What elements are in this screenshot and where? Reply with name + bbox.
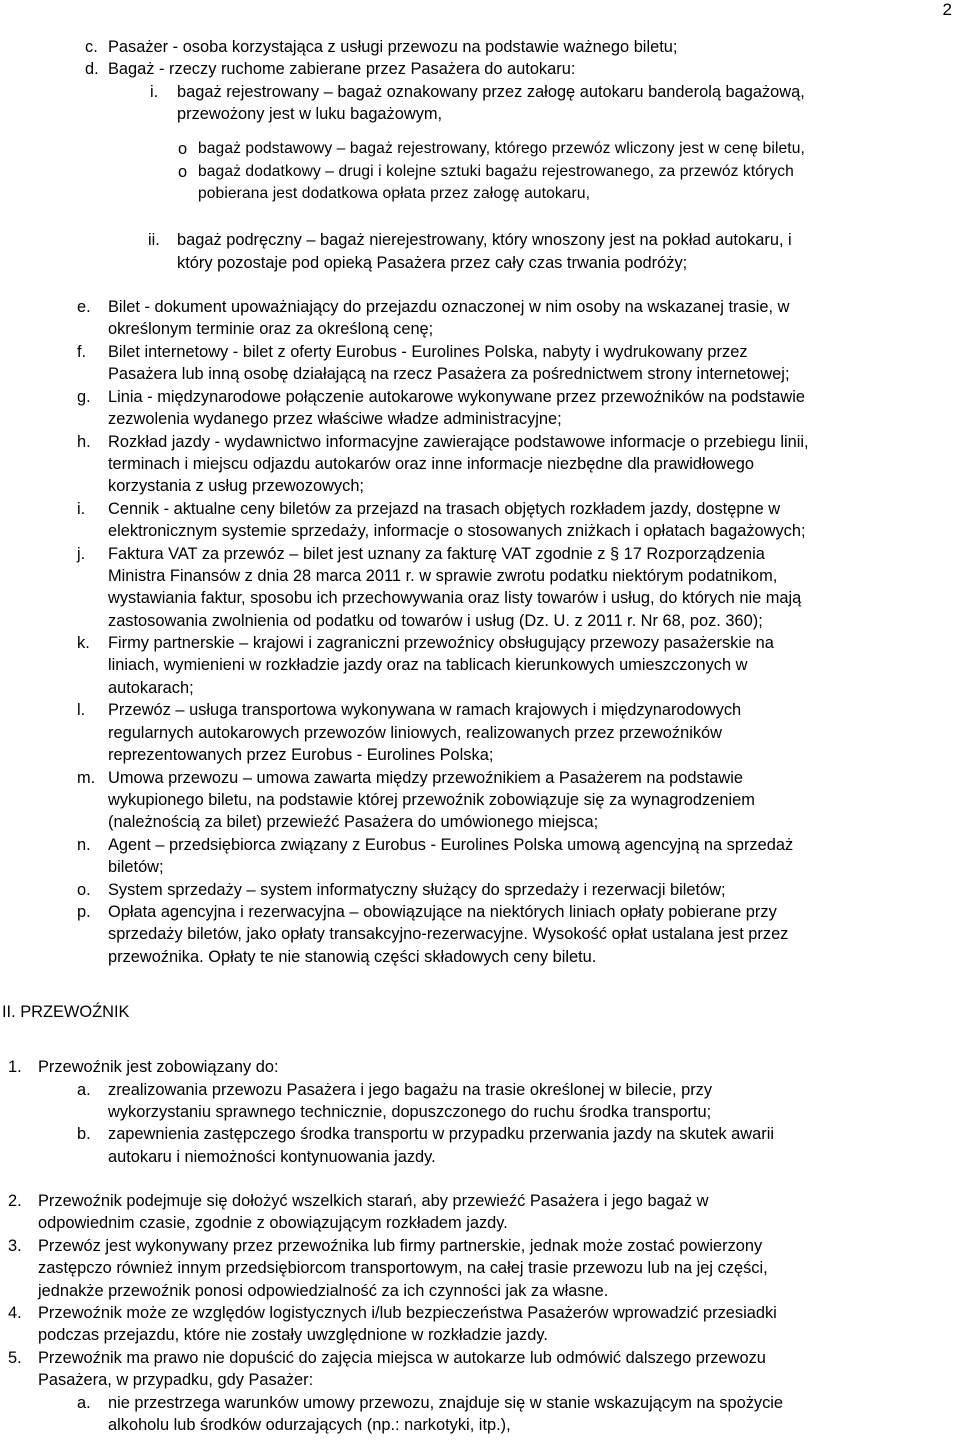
- definition-item-line: Bilet - dokument upoważniający do przejazdu oznaczonej w nim osoby na wskazanej trasie, w: [108, 298, 790, 317]
- definition-item-line: System sprzedaży – system informatyczny służący do sprzedaży i rezerwacji biletów;: [108, 880, 726, 899]
- definition-item-line: Pasażer - osoba korzystająca z usługi przewozu na podstawie ważnego biletu;: [108, 38, 678, 56]
- numbered-point-line: odpowiednim czasie, zgodnie z obowiązującym rozkładem jazdy.: [38, 1214, 508, 1233]
- definition-item-line: Ministra Finansów z dnia 28 marca 2011 r. w sprawie zwrotu podatku niektórym podatnikom,: [108, 566, 778, 585]
- definition-item-line: wykupionego biletu, na podstawie której przewoźnik zobowiązuje się za wynagrodzeniem: [108, 790, 755, 809]
- numbered-point-marker: 3.: [8, 1236, 22, 1255]
- baggage-subitem-line: bagaż podstawowy – bagaż rejestrowany, którego przewóz wliczony jest w cenę biletu,: [198, 140, 805, 158]
- definition-item-marker: f.: [77, 342, 87, 361]
- baggage-item-registered-line: przewożony jest w luku bagażowym,: [177, 105, 443, 124]
- baggage-item-hand-line: bagaż podręczny – bagaż nierejestrowany, który wnoszony jest na pokład autokaru, i: [177, 231, 792, 250]
- definition-item-marker: o.: [77, 880, 91, 899]
- definition-item-marker: m.: [77, 768, 96, 787]
- numbered-subpoint-line: autokaru i niemożności kontynuowania jazdy.: [108, 1147, 436, 1166]
- section-heading: II. PRZEWOŹNIK: [2, 1003, 130, 1022]
- definition-item-line: (należnością za bilet) przewieźć Pasażera do umówionego miejsca;: [108, 813, 599, 832]
- numbered-point-line: jednakże przewoźnik ponosi odpowiedzialność za ich czynności jak za własne.: [38, 1281, 609, 1300]
- definition-item-line: Bagaż - rzeczy ruchome zabierane przez Pasażera do autokaru:: [108, 60, 576, 79]
- numbered-subpoint-line: zrealizowania przewozu Pasażera i jego bagażu na trasie określonej w bilecie, przy: [108, 1080, 713, 1099]
- numbered-subpoint-line: zapewnienia zastępczego środka transportu w przypadku przerwania jazdy na skutek awarii: [108, 1125, 774, 1144]
- definition-item-line: autokarach;: [108, 678, 194, 697]
- baggage-item-registered-line: bagaż rejestrowany – bagaż oznakowany przez załogę autokaru banderolą bagażową,: [177, 82, 805, 101]
- definition-item-line: wystawiania faktur, sposobu ich przechowywania oraz listy towarów i usług, do których nie mają: [108, 589, 802, 608]
- definition-item-line: Pasażera lub inną osobę działającą na rzecz Pasażera za pośrednictwem strony internetowej;: [108, 365, 790, 384]
- definition-item-line: regularnych autokarowych przewozów liniowych, realizowanych przez przewoźników: [108, 723, 723, 742]
- definition-item-line: elektronicznym systemie sprzedaży, informacje o stosowanych zniżkach i opłatach bagażowych;: [108, 522, 806, 541]
- numbered-subpoint-line: nie przestrzega warunków umowy przewozu, znajduje się w stanie wskazującym na spożycie: [108, 1393, 784, 1412]
- numbered-subpoint-line: wykorzystaniu sprawnego technicznie, dopuszczonego do ruchu środka transportu;: [108, 1102, 712, 1121]
- definition-item-marker: e.: [77, 298, 91, 317]
- definition-item-line: Agent – przedsiębiorca związany z Eurobus - Eurolines Polska umową agencyjną na sprzedaż: [108, 835, 794, 854]
- definition-item-marker: c.: [85, 38, 98, 56]
- numbered-point-marker: 5.: [8, 1348, 22, 1367]
- page-number: 2: [942, 0, 952, 19]
- numbered-subpoint-line: alkoholu lub środków odurzających (np.: narkotyki, itp.),: [108, 1416, 511, 1435]
- definition-item-marker: n.: [77, 835, 91, 854]
- definition-item-marker: g.: [77, 387, 91, 406]
- numbered-point-line: Przewoźnik może ze względów logistycznych i/lub bezpieczeństwa Pasażerów wprowadzić przesiadki: [38, 1304, 777, 1323]
- definition-item-line: Linia - międzynarodowe połączenie autokarowe wykonywane przez przewoźników na podstawie: [108, 387, 805, 406]
- definition-item-line: zastosowania zwolnienia od podatku od towarów i usług (Dz. U. z 2011 r. Nr 68, poz. 360);: [108, 611, 763, 630]
- definition-item-marker: l.: [77, 701, 86, 720]
- definition-item-line: liniach, wymienieni w rozkładzie jazdy oraz na tablicach kierunkowych umieszczonych w: [108, 656, 748, 675]
- numbered-point-line: Przewoźnik ma prawo nie dopuścić do zajęcia miejsca w autokarze lub odmówić dalszego przewozu: [38, 1348, 766, 1367]
- definition-item-marker: k.: [77, 634, 90, 653]
- baggage-item-hand-line: który pozostaje pod opieką Pasażera przez cały czas trwania podróży;: [177, 253, 688, 272]
- definition-item-line: zezwolenia wydanego przez właściwe władze administracyjne;: [108, 410, 562, 429]
- definition-item-line: Bilet internetowy - bilet z oferty Eurobus - Eurolines Polska, nabyty i wydrukowany przez: [108, 342, 748, 361]
- definition-item-line: Firmy partnerskie – krajowi i zagraniczni przewoźnicy obsługujący przewozy pasażerskie na: [108, 634, 774, 653]
- numbered-subpoint-marker: a.: [77, 1393, 91, 1412]
- numbered-point-marker: 4.: [8, 1304, 22, 1323]
- numbered-subpoint-marker: a.: [77, 1080, 91, 1099]
- definition-item-line: Cennik - aktualne ceny biletów za przejazd na trasach objętych rozkładem jazdy, dostępne w: [108, 499, 781, 518]
- numbered-point-line: podczas przejazdu, które nie zostały uwzględnione w rozkładzie jazdy.: [38, 1326, 548, 1345]
- definition-item-line: Faktura VAT za przewóz – bilet jest uznany za fakturę VAT zgodnie z § 17 Rozporządzenia: [108, 544, 765, 563]
- baggage-subitem-marker: o: [178, 140, 188, 159]
- definition-item-line: terminach i miejscu odjazdu autokarów oraz inne informacje niezbędne dla prawidłowego: [108, 454, 754, 473]
- numbered-point-line: Przewoźnik podejmuje się dołożyć wszelkich starań, aby przewieźć Pasażera i jego bagaż w: [38, 1192, 709, 1211]
- definition-item-line: Umowa przewozu – umowa zawarta między przewoźnikiem a Pasażerem na podstawie: [108, 768, 743, 787]
- numbered-point-line: Pasażera, w przypadku, gdy Pasażer:: [38, 1371, 314, 1390]
- baggage-item-hand-marker: ii.: [148, 231, 160, 250]
- definition-item-line: określonym terminie oraz za określoną cenę;: [108, 320, 434, 339]
- definition-item-line: Rozkład jazdy - wydawnictwo informacyjne zawierające podstawowe informacje o przebiegu linii,: [108, 432, 809, 451]
- numbered-point-line: Przewóz jest wykonywany przez przewoźnika lub firmy partnerskie, jednak może zostać powierzony: [38, 1236, 763, 1255]
- baggage-subitem-line: pobierana jest dodatkowa opłata przez załogę autokaru,: [198, 184, 591, 202]
- definition-item-line: Opłata agencyjna i rezerwacyjna – obowiązujące na niektórych liniach opłaty pobierane przy: [108, 902, 777, 921]
- definition-item-marker: d.: [85, 60, 99, 79]
- definition-item-line: korzystania z usług przewozowych;: [108, 477, 364, 496]
- definition-item-marker: j.: [77, 544, 86, 563]
- definition-item-line: biletów;: [108, 858, 164, 877]
- baggage-subitem-marker: o: [178, 162, 188, 181]
- numbered-subpoint-marker: b.: [77, 1125, 91, 1144]
- definition-item-line: przewoźnika. Opłaty te nie stanowią części składowych ceny biletu.: [108, 947, 597, 966]
- definition-item-marker: p.: [77, 902, 91, 921]
- definition-item-marker: h.: [77, 432, 91, 451]
- numbered-point-line: zastępczo również innym przedsiębiorcom transportowym, na całej trasie przewozu lub na jej części,: [38, 1259, 768, 1278]
- numbered-point-line: Przewoźnik jest zobowiązany do:: [38, 1058, 279, 1077]
- definition-item-marker: i.: [77, 499, 86, 518]
- numbered-point-marker: 2.: [8, 1192, 22, 1211]
- baggage-item-registered-marker: i.: [150, 82, 159, 101]
- definition-item-line: reprezentowanych przez Eurobus - Eurolines Polska;: [108, 746, 494, 765]
- baggage-subitem-line: bagaż dodatkowy – drugi i kolejne sztuki bagażu rejestrowanego, za przewóz których: [198, 162, 794, 180]
- numbered-point-marker: 1.: [8, 1058, 22, 1077]
- definition-item-line: Przewóz – usługa transportowa wykonywana w ramach krajowych i międzynarodowych: [108, 701, 742, 720]
- definition-item-line: sprzedaży biletów, jako opłaty transakcyjno-rezerwacyjne. Wysokość opłat ustalana jest przez: [108, 925, 789, 944]
